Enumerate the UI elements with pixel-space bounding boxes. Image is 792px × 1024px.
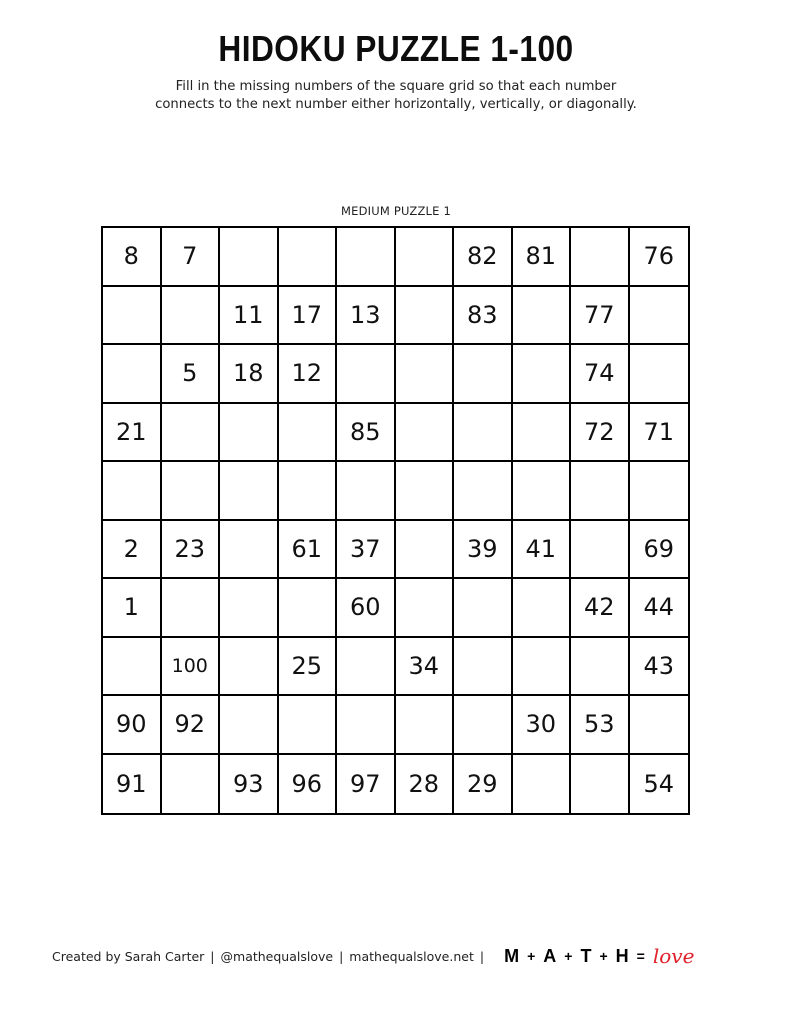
given-cell[interactable]: 5: [162, 345, 221, 404]
empty-cell[interactable]: [513, 404, 572, 463]
empty-cell[interactable]: [220, 404, 279, 463]
empty-cell[interactable]: [454, 404, 513, 463]
separator: |: [339, 948, 344, 964]
logo-equals: =: [636, 948, 645, 964]
empty-cell[interactable]: [220, 638, 279, 697]
credit-text: Created by Sarah Carter: [52, 948, 205, 964]
given-cell[interactable]: 92: [162, 696, 221, 755]
empty-cell[interactable]: [162, 755, 221, 814]
given-cell[interactable]: 97: [337, 755, 396, 814]
empty-cell[interactable]: [279, 228, 338, 287]
footer: [52, 944, 698, 968]
given-cell[interactable]: 93: [220, 755, 279, 814]
given-cell[interactable]: 60: [337, 579, 396, 638]
empty-cell[interactable]: [103, 287, 162, 346]
given-cell[interactable]: 90: [103, 696, 162, 755]
instructions-line-1: Fill in the missing numbers of the square grid so that each number: [175, 79, 617, 94]
empty-cell[interactable]: [630, 345, 689, 404]
empty-cell[interactable]: [571, 462, 630, 521]
given-cell[interactable]: 42: [571, 579, 630, 638]
given-cell[interactable]: 69: [630, 521, 689, 580]
empty-cell[interactable]: [396, 579, 455, 638]
empty-cell[interactable]: [220, 462, 279, 521]
empty-cell[interactable]: [103, 638, 162, 697]
empty-cell[interactable]: [396, 521, 455, 580]
empty-cell[interactable]: [513, 287, 572, 346]
given-cell[interactable]: 81: [513, 228, 572, 287]
empty-cell[interactable]: [220, 521, 279, 580]
empty-cell[interactable]: [337, 696, 396, 755]
empty-cell[interactable]: [454, 638, 513, 697]
empty-cell[interactable]: [571, 638, 630, 697]
empty-cell[interactable]: [454, 345, 513, 404]
logo-letter-h: H: [615, 945, 629, 966]
given-cell[interactable]: 18: [220, 345, 279, 404]
given-cell[interactable]: 7: [162, 228, 221, 287]
empty-cell[interactable]: [220, 228, 279, 287]
empty-cell[interactable]: [630, 462, 689, 521]
empty-cell[interactable]: [396, 696, 455, 755]
given-cell[interactable]: 1: [103, 579, 162, 638]
given-cell[interactable]: 29: [454, 755, 513, 814]
given-cell[interactable]: 13: [337, 287, 396, 346]
math-equals-love-logo: [500, 944, 698, 968]
logo-plus: +: [527, 948, 536, 964]
given-cell[interactable]: 76: [630, 228, 689, 287]
empty-cell[interactable]: [162, 462, 221, 521]
given-cell[interactable]: 11: [220, 287, 279, 346]
given-cell[interactable]: 77: [571, 287, 630, 346]
given-cell[interactable]: 8: [103, 228, 162, 287]
logo-love-script: love: [652, 944, 695, 968]
empty-cell[interactable]: [279, 579, 338, 638]
puzzle-label: MEDIUM PUZZLE 1: [341, 204, 451, 218]
empty-cell[interactable]: [162, 404, 221, 463]
logo-plus: +: [599, 948, 608, 964]
given-cell[interactable]: 37: [337, 521, 396, 580]
empty-cell[interactable]: [337, 638, 396, 697]
empty-cell[interactable]: [220, 579, 279, 638]
given-cell[interactable]: 83: [454, 287, 513, 346]
given-cell[interactable]: 82: [454, 228, 513, 287]
given-cell[interactable]: 30: [513, 696, 572, 755]
social-handle: @mathequalslove: [220, 948, 334, 964]
empty-cell[interactable]: [513, 755, 572, 814]
given-cell[interactable]: 96: [279, 755, 338, 814]
empty-cell[interactable]: [337, 345, 396, 404]
logo-letter-m: M: [504, 945, 520, 966]
given-cell[interactable]: 71: [630, 404, 689, 463]
given-cell[interactable]: 28: [396, 755, 455, 814]
empty-cell[interactable]: [220, 696, 279, 755]
given-cell[interactable]: 43: [630, 638, 689, 697]
given-cell[interactable]: 2: [103, 521, 162, 580]
given-cell[interactable]: 44: [630, 579, 689, 638]
given-cell[interactable]: 21: [103, 404, 162, 463]
empty-cell[interactable]: [279, 404, 338, 463]
empty-cell[interactable]: [103, 345, 162, 404]
empty-cell[interactable]: [630, 696, 689, 755]
given-cell[interactable]: 74: [571, 345, 630, 404]
logo-letter-t: T: [580, 945, 592, 966]
given-cell[interactable]: 54: [643, 769, 675, 798]
given-cell[interactable]: 12: [279, 345, 338, 404]
empty-cell[interactable]: [630, 287, 689, 346]
empty-cell[interactable]: [513, 345, 572, 404]
empty-cell[interactable]: [337, 228, 396, 287]
empty-cell[interactable]: [103, 462, 162, 521]
given-cell[interactable]: 41: [513, 521, 572, 580]
separator: |: [210, 948, 215, 964]
instructions: [0, 78, 792, 114]
logo-plus: +: [564, 948, 573, 964]
empty-cell[interactable]: [279, 696, 338, 755]
instructions-line-2: connects to the next number either horizontally, vertically, or diagonally.: [155, 97, 637, 112]
given-cell[interactable]: 100: [162, 638, 221, 697]
empty-cell[interactable]: [279, 462, 338, 521]
empty-cell[interactable]: [513, 579, 572, 638]
given-cell[interactable]: 61: [279, 521, 338, 580]
empty-cell[interactable]: [454, 579, 513, 638]
empty-cell[interactable]: [396, 287, 455, 346]
given-cell[interactable]: 85: [337, 404, 396, 463]
empty-cell[interactable]: [162, 287, 221, 346]
empty-cell[interactable]: [571, 228, 630, 287]
given-cell[interactable]: 17: [279, 287, 338, 346]
page-title: HIDOKU PUZZLE 1-100: [218, 28, 574, 69]
empty-cell[interactable]: [571, 755, 630, 814]
empty-cell[interactable]: [513, 462, 572, 521]
website-text: mathequalslove.net: [349, 948, 474, 964]
empty-cell[interactable]: [162, 579, 221, 638]
given-cell[interactable]: 34: [396, 638, 455, 697]
empty-cell[interactable]: [396, 345, 455, 404]
empty-cell[interactable]: [396, 462, 455, 521]
empty-cell[interactable]: [571, 521, 630, 580]
logo-letter-a: A: [543, 945, 557, 966]
empty-cell[interactable]: [513, 638, 572, 697]
hidoku-grid: [101, 226, 690, 815]
separator: |: [479, 948, 485, 964]
empty-cell[interactable]: [454, 462, 513, 521]
given-cell[interactable]: 91: [103, 755, 162, 814]
empty-cell[interactable]: [454, 696, 513, 755]
empty-cell[interactable]: [337, 462, 396, 521]
empty-cell[interactable]: [396, 228, 455, 287]
given-cell[interactable]: 23: [162, 521, 221, 580]
given-cell[interactable]: 53: [571, 696, 630, 755]
given-cell[interactable]: 72: [571, 404, 630, 463]
given-cell[interactable]: 25: [279, 638, 338, 697]
given-cell[interactable]: 39: [454, 521, 513, 580]
empty-cell[interactable]: [396, 404, 455, 463]
